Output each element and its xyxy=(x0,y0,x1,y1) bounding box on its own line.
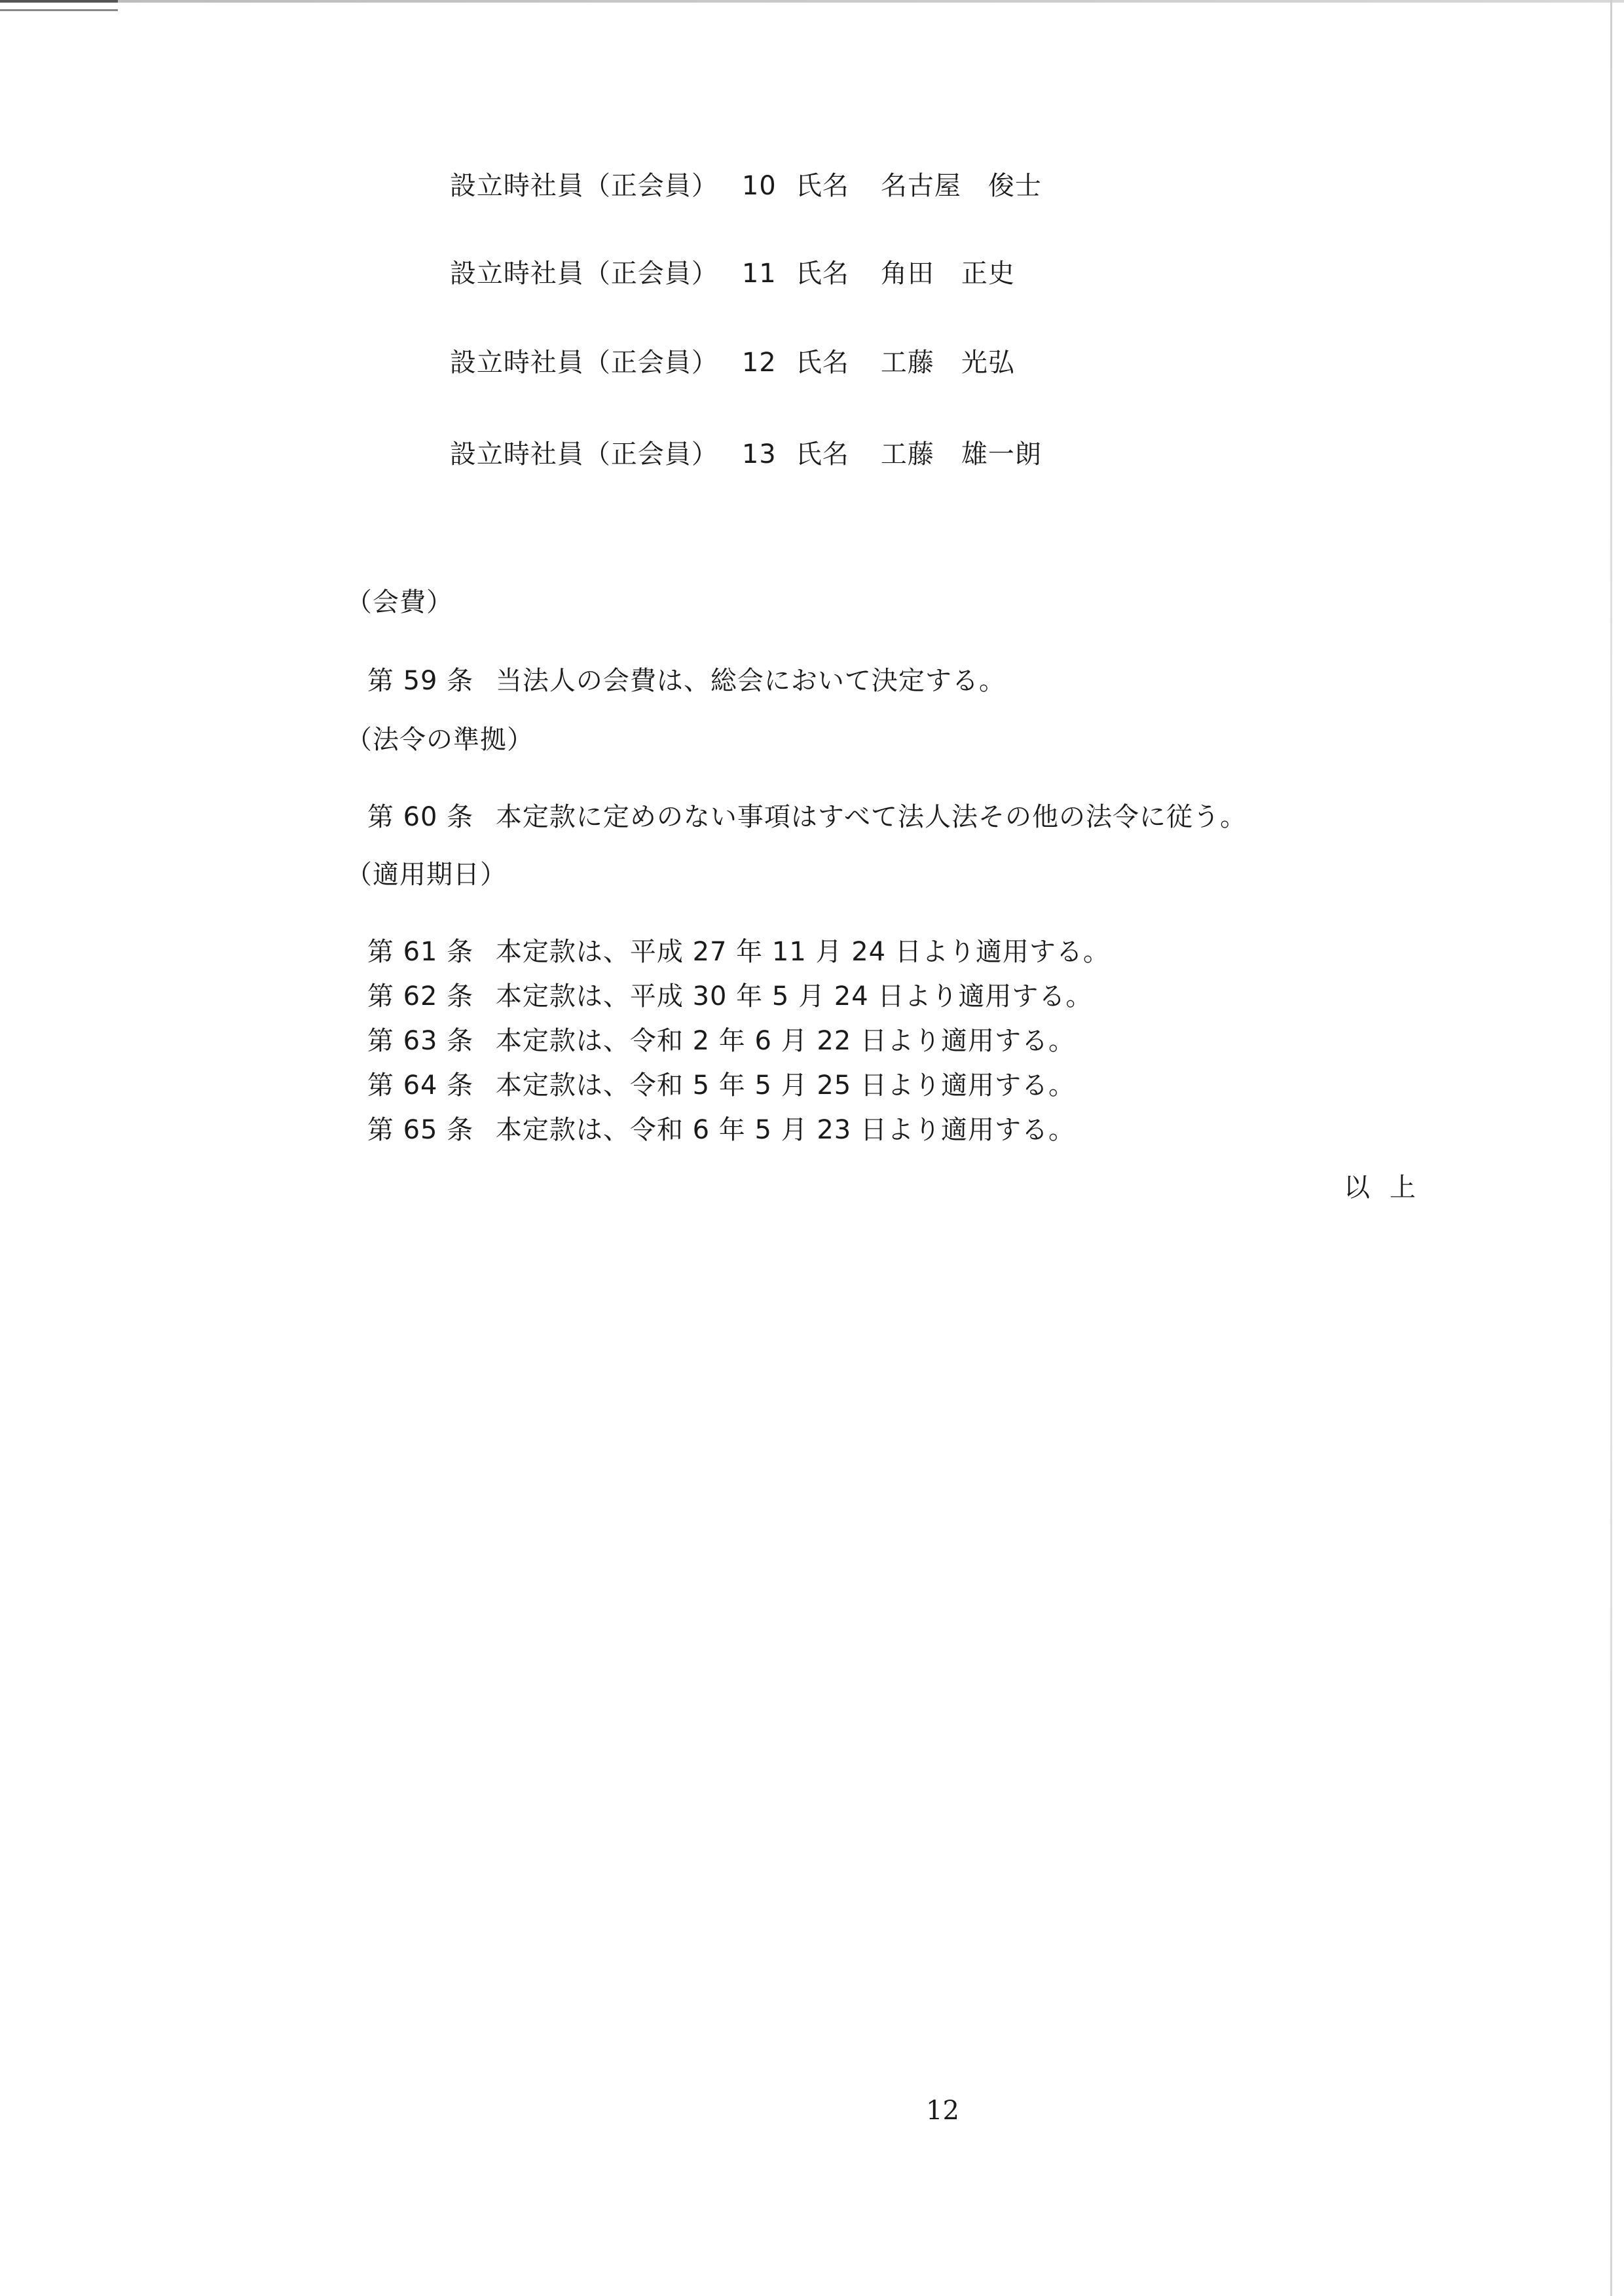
article-number: 第 59 条 xyxy=(367,666,474,696)
member-number: 13 xyxy=(741,439,777,469)
article-65 xyxy=(331,1083,1075,1177)
member-number: 10 xyxy=(741,171,777,201)
member-name: 角田 正史 xyxy=(880,259,1015,289)
member-name: 工藤 雄一朗 xyxy=(880,439,1042,469)
section-heading-fees: （会費） xyxy=(346,587,453,617)
member-name: 工藤 光弘 xyxy=(880,348,1015,378)
member-row xyxy=(414,227,1015,321)
closing-mark: 以上 xyxy=(1344,1173,1435,1203)
member-role: 設立時社員（正会員） xyxy=(449,171,718,201)
member-number: 12 xyxy=(741,348,777,378)
article-60 xyxy=(331,770,1247,864)
member-row xyxy=(414,139,1042,233)
member-role: 設立時社員（正会員） xyxy=(449,439,718,469)
article-text: 本定款に定めのない事項はすべて法人法その他の法令に従う。 xyxy=(495,802,1247,832)
article-text: 本定款は、平成 30 年 5 月 24 日より適用する。 xyxy=(495,981,1093,1011)
member-row xyxy=(414,316,1015,410)
article-number: 第 63 条 xyxy=(367,1026,474,1056)
article-text: 本定款は、平成 27 年 11 月 24 日より適用する。 xyxy=(495,937,1110,967)
article-number: 第 60 条 xyxy=(367,802,474,832)
member-role: 設立時社員（正会員） xyxy=(449,259,718,289)
section-heading-compliance: （法令の準拠） xyxy=(346,725,534,755)
article-59 xyxy=(331,634,1006,728)
member-name-label: 氏名 xyxy=(795,171,849,201)
member-name-label: 氏名 xyxy=(795,439,849,469)
scan-edge-top xyxy=(0,0,1624,3)
scan-edge-top-left xyxy=(0,9,118,11)
article-text: 当法人の会費は、総会において決定する。 xyxy=(495,666,1006,696)
member-role: 設立時社員（正会員） xyxy=(449,348,718,378)
member-name-label: 氏名 xyxy=(795,348,849,378)
article-number: 第 62 条 xyxy=(367,981,474,1011)
member-row xyxy=(414,407,1042,501)
article-text: 本定款は、令和 5 年 5 月 25 日より適用する。 xyxy=(495,1070,1075,1101)
page-number: 12 xyxy=(926,2096,959,2126)
article-text: 本定款は、令和 2 年 6 月 22 日より適用する。 xyxy=(495,1026,1075,1056)
article-text: 本定款は、令和 6 年 5 月 23 日より適用する。 xyxy=(495,1115,1075,1145)
member-name: 名古屋 俊士 xyxy=(880,171,1042,201)
member-number: 11 xyxy=(741,259,777,289)
section-heading-effective-dates: （適用期日） xyxy=(346,860,507,890)
scan-edge-right xyxy=(1610,0,1612,2296)
member-name-label: 氏名 xyxy=(795,259,849,289)
article-number: 第 65 条 xyxy=(367,1115,474,1145)
article-number: 第 61 条 xyxy=(367,937,474,967)
article-number: 第 64 条 xyxy=(367,1070,474,1101)
